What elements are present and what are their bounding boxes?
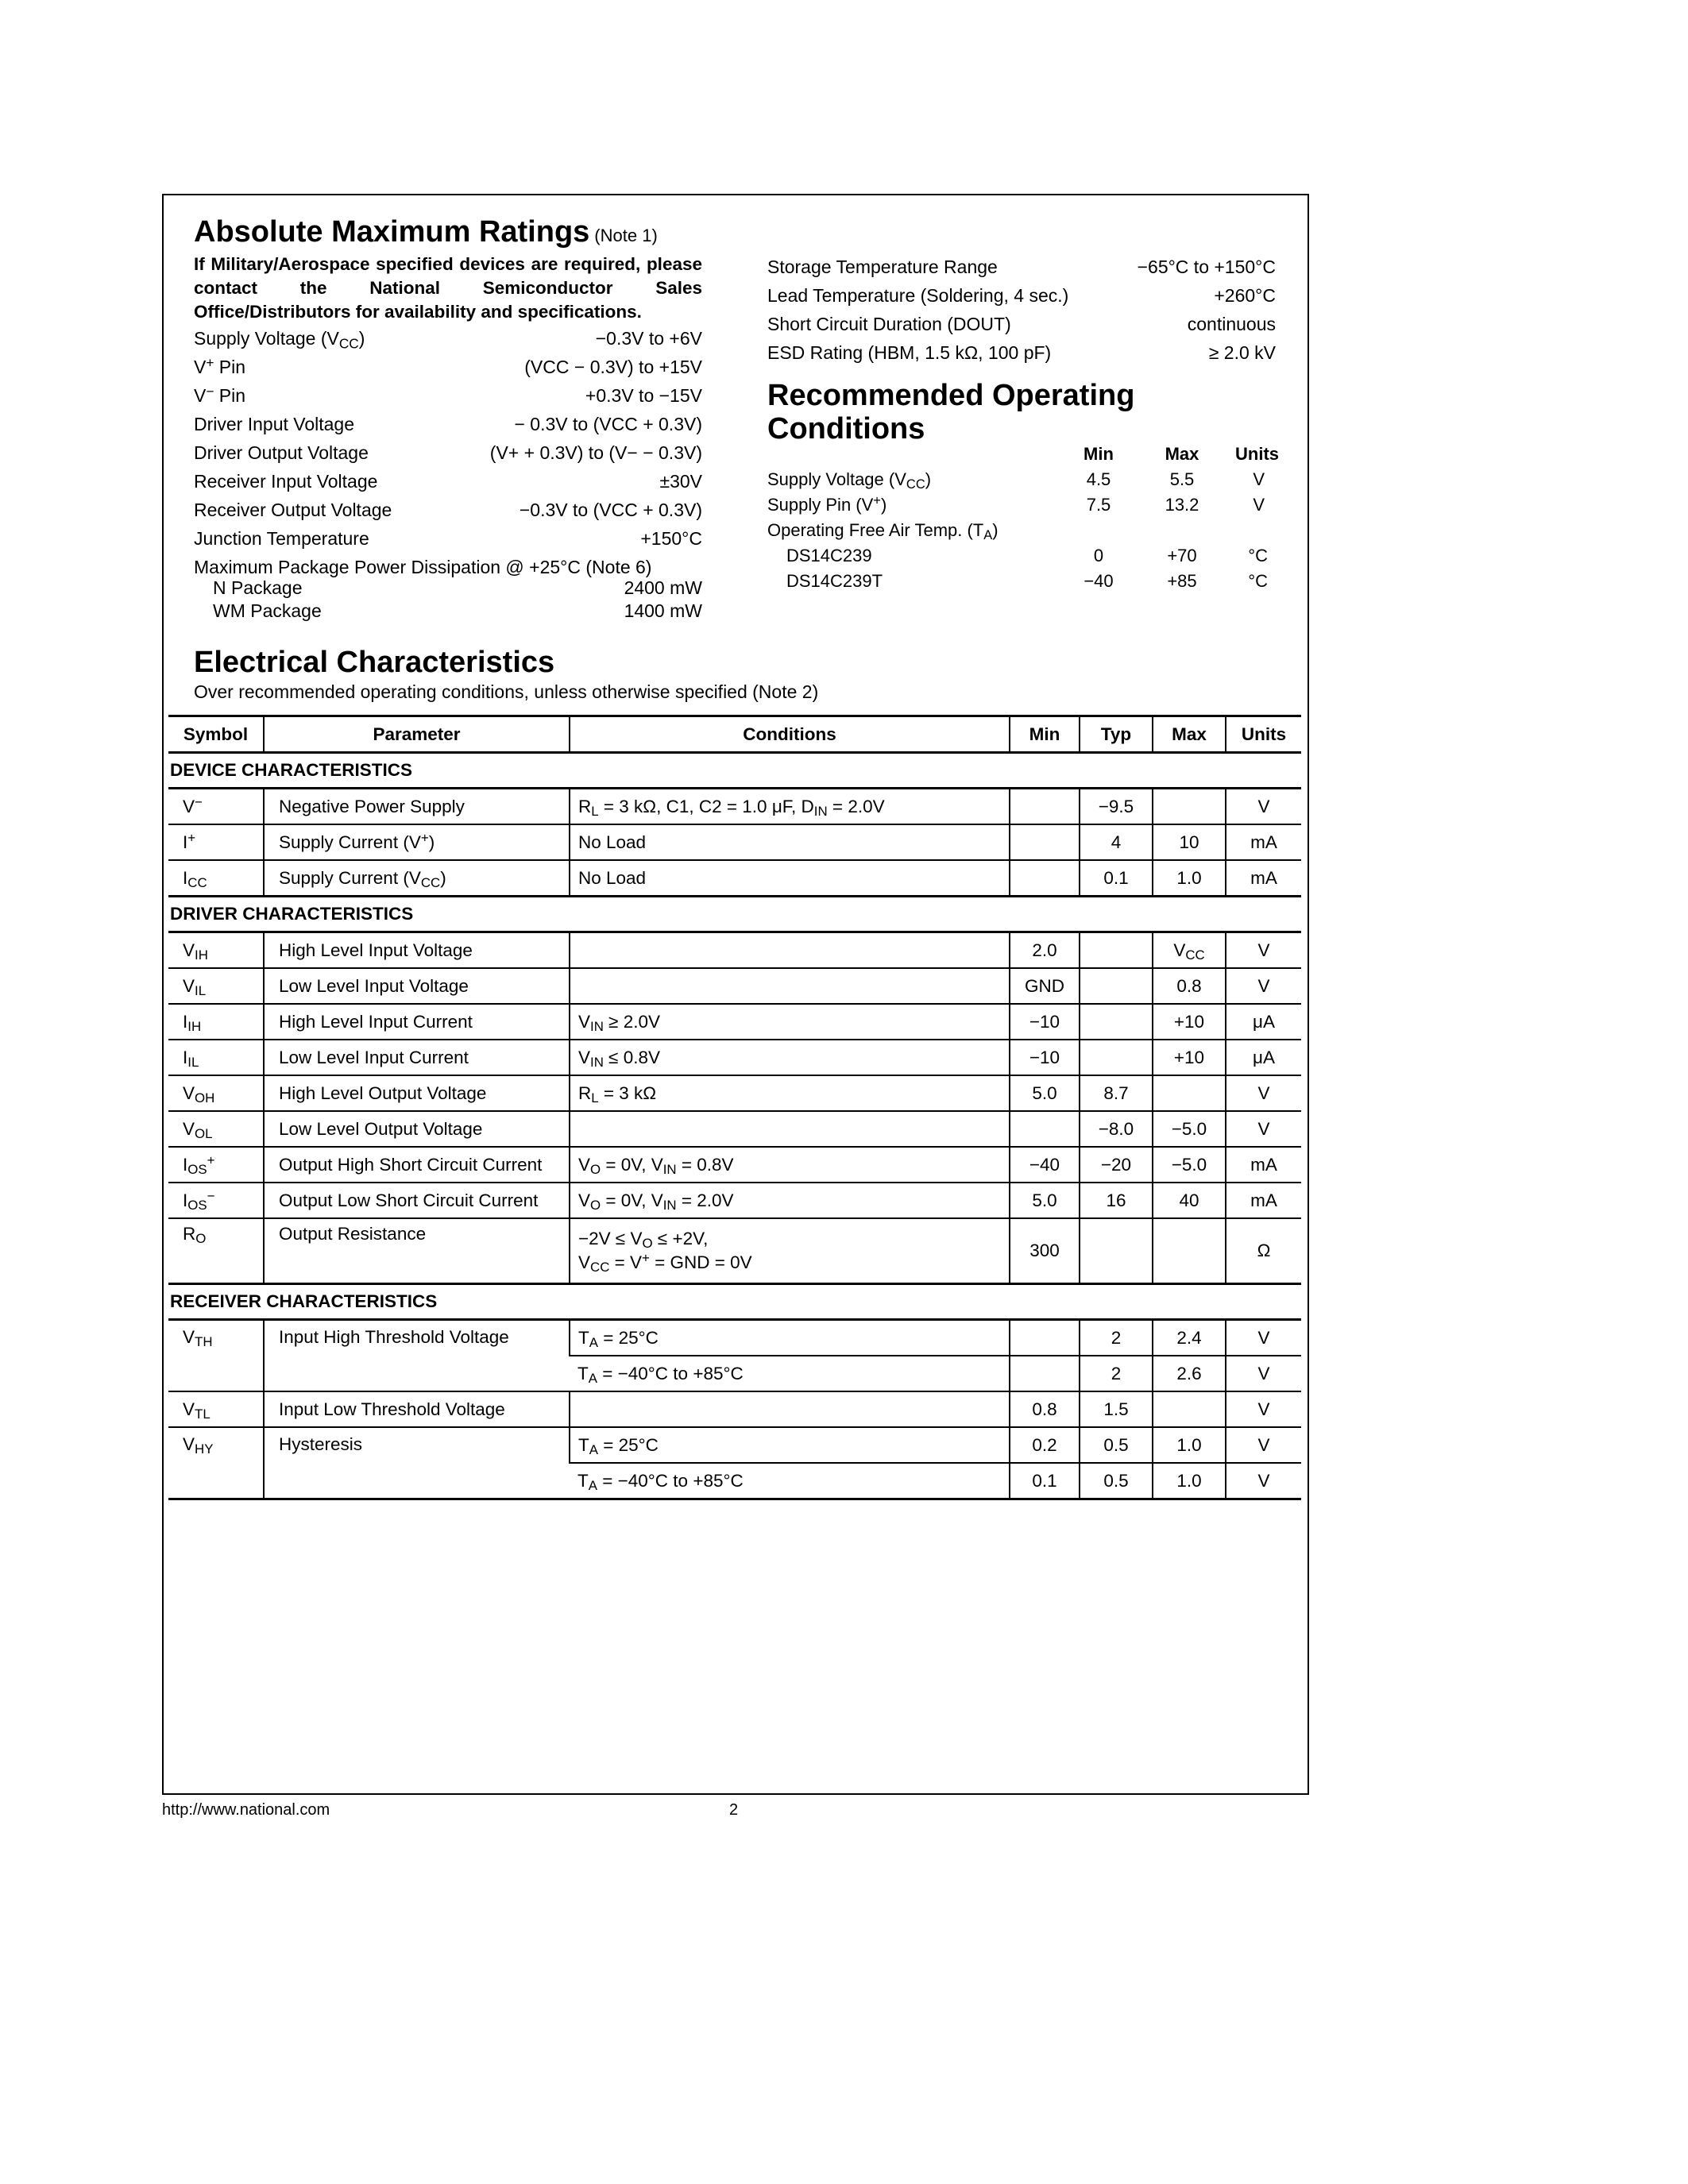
table-row: $T_A = -40^\circ C$ to +85°C 0.1 0.5 1.0 V	[168, 1463, 1301, 1499]
roc-heading: Recommended Operating Conditions	[767, 379, 1135, 446]
electrical-characteristics-table	[168, 715, 1301, 1500]
amr-value: ±30V	[659, 470, 702, 492]
amr-row: Driver Output Voltage (V+ + 0.3V) to (V− − 0.3V)	[194, 438, 702, 467]
roc-row: Supply Voltage $(V_{CC})$ 4.5 5.5 V	[767, 469, 1265, 492]
amr-value: (VCC − 0.3V) to +15V	[524, 356, 702, 377]
table-row: V− Negative Power Supply $R_L = 3$ kΩ, C1, C2 = 1.0 μF, $D_{IN} = 2.0V$ −9.5 V	[168, 789, 1301, 825]
recommended-operating-conditions	[767, 380, 1284, 594]
amr-value: −0.3V to +6V	[595, 327, 702, 349]
amr-row: ESD Rating (HBM, 1.5 kΩ, 100 pF) ≥ 2.0 kV	[767, 342, 1276, 363]
table-row: $V_{IL}$ Low Level Input Voltage GND 0.8 V	[168, 968, 1301, 1004]
page-number: 2	[729, 1801, 739, 1819]
roc-row: Operating Free Air Temp. $(T_A)$	[767, 519, 999, 542]
table-row: $V_{OH}$ High Level Output Voltage $R_L = 3$ kΩ 5.0 8.7 V	[168, 1075, 1301, 1111]
table-row: I+ Supply Current (V+) No Load 4 10 mA	[168, 824, 1301, 860]
amr-row: Supply Voltage $(V_{CC})$ −0.3V to +6V	[194, 324, 702, 353]
table-header-row: Symbol Parameter Conditions Min Typ Max Units	[168, 716, 1301, 753]
electrical-characteristics-heading: Electrical Characteristics Over recommended operating conditions, unless otherwise specified (Note 2)	[194, 646, 1290, 704]
amr-row: Storage Temperature Range −65°C to +150°C	[767, 257, 1276, 277]
amr-row: Driver Input Voltage − 0.3V to (VCC + 0.3V)	[194, 410, 702, 438]
package-row: N Package 2400 mW	[213, 577, 702, 598]
roc-row: Supply Pin (V+) 7.5 13.2 V	[767, 493, 1265, 515]
amr-note: (Note 1)	[594, 226, 658, 245]
roc-table: Min Max Units Supply Voltage $(V_{CC})$ 4.5 5.5 V Supply Pin (V+) 7.5 13.2 V Operating Free Air Temp. $(T_A)$ DS14C239 0 +70 °C DS14C239T −40 +85 °C	[767, 442, 1279, 594]
table-row: $I_{OS}^-$ Output Low Short Circuit Current $V_O = 0V$, $V_{IN} = 2.0V$ 5.0 16 40 mA	[168, 1183, 1301, 1218]
table-row: $I_{IH}$ High Level Input Current $V_{IN} \ge 2.0V$ −10 +10 μA	[168, 1004, 1301, 1040]
ec-subtitle: Over recommended operating conditions, unless otherwise specified (Note 2)	[194, 681, 819, 702]
amr-row: Receiver Input Voltage ±30V	[194, 467, 702, 496]
table-row: $V_{HY}$ Hysteresis $T_A = 25^\circ C$ 0.2 0.5 1.0 V	[168, 1427, 1301, 1463]
amr-row: Lead Temperature (Soldering, 4 sec.) +260°C	[767, 285, 1276, 306]
absolute-maximum-ratings	[194, 216, 702, 623]
table-row: $V_{IH}$ High Level Input Voltage 2.0 $V_{CC}$ V	[168, 932, 1301, 969]
section-row: DRIVER CHARACTERISTICS	[168, 897, 1301, 932]
amr-row: Junction Temperature +150°C	[194, 524, 702, 553]
amr-heading: Absolute Maximum Ratings (Note 1)	[194, 215, 658, 249]
table-row: $I_{OS}^+$ Output High Short Circuit Current $V_O = 0V$, $V_{IN} = 0.8V$ −40 −20 −5.0 mA	[168, 1147, 1301, 1183]
roc-row: DS14C239T −40 +85 °C	[786, 570, 1268, 591]
amr-value: −0.3V to (VCC + 0.3V)	[519, 499, 702, 520]
table-row: $V_{TL}$ Input Low Threshold Voltage 0.8 1.5 V	[168, 1391, 1301, 1427]
roc-row: DS14C239 0 +70 °C	[786, 545, 1268, 565]
package-row: WM Package 1400 mW	[213, 600, 702, 621]
power-dissipation-label: Maximum Package Power Dissipation @ +25°C (Note 6)	[194, 556, 652, 577]
amr-value: +0.3V to −15V	[585, 384, 702, 406]
amr-value: +150°C	[640, 527, 702, 549]
footer-url[interactable]: http://www.national.com	[162, 1801, 330, 1819]
table-row: $V_{TH}$ Input High Threshold Voltage $T_A = 25^\circ C$ 2 2.4 V	[168, 1320, 1301, 1356]
amr-right-column	[767, 253, 1276, 367]
amr-row: V− Pin +0.3V to −15V	[194, 381, 702, 410]
amr-value: (V+ + 0.3V) to (V− − 0.3V)	[489, 442, 702, 463]
section-row: DEVICE CHARACTERISTICS	[168, 753, 1301, 789]
amr-row: V+ Pin (VCC − 0.3V) to +15V	[194, 353, 702, 381]
table-row: $I_{CC}$ Supply Current $(V_{CC})$ No Load 0.1 1.0 mA	[168, 860, 1301, 897]
table-row: $V_{OL}$ Low Level Output Voltage −8.0 −5.0 V	[168, 1111, 1301, 1147]
table-row: $R_O$ Output Resistance $-2V \le V_O \le +2V$, $V_{CC} = V^+$ = GND = 0V 300 Ω	[168, 1218, 1301, 1284]
military-warning: If Military/Aerospace specified devices are required, please contact the National Semiconductor Sales Office/Distributors for availability and specifications.	[194, 253, 702, 322]
amr-value: − 0.3V to (VCC + 0.3V)	[514, 413, 702, 434]
table-row: $T_A = -40^\circ C$ to +85°C 2 2.6 V	[168, 1356, 1301, 1391]
section-row: RECEIVER CHARACTERISTICS	[168, 1284, 1301, 1320]
amr-row: Receiver Output Voltage −0.3V to (VCC + 0.3V)	[194, 496, 702, 524]
amr-row: Short Circuit Duration (DOUT) continuous	[767, 314, 1276, 334]
table-row: $I_{IL}$ Low Level Input Current $V_{IN} \le 0.8V$ −10 +10 μA	[168, 1040, 1301, 1075]
